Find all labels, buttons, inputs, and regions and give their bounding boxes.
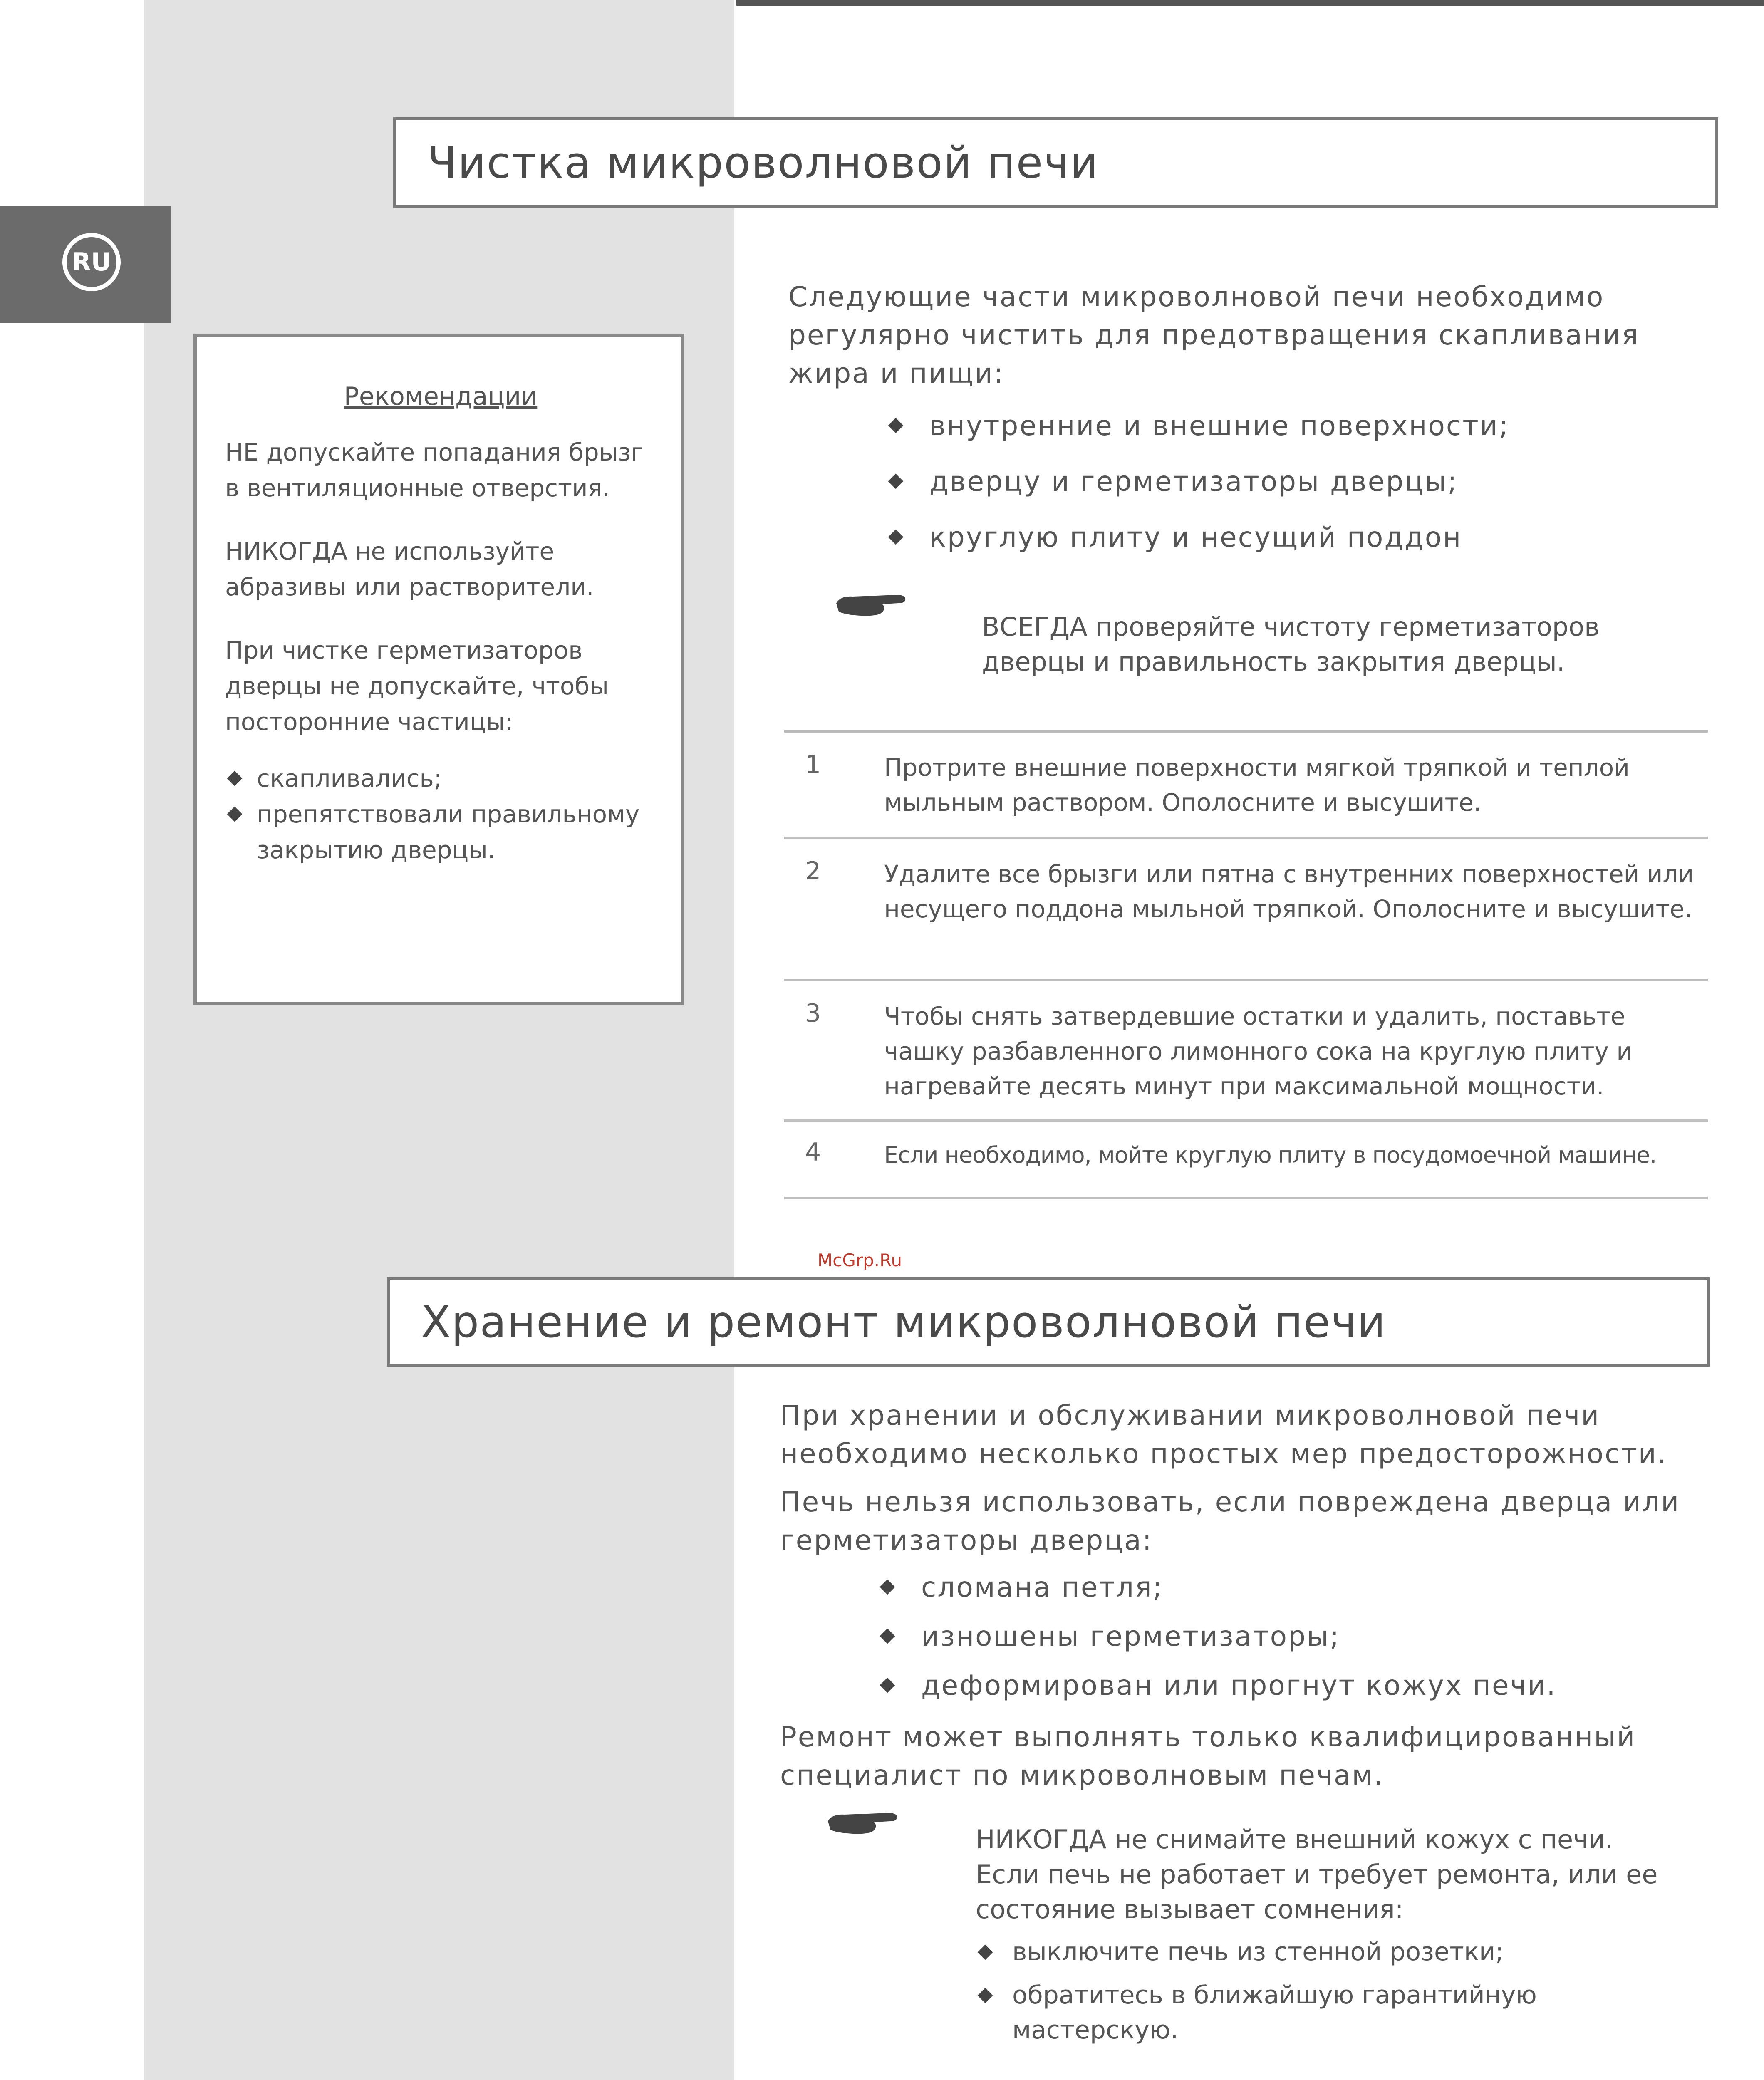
diamond-bullet-icon [888,530,904,545]
list-item: обратитесь в ближайшую гарантийную мастерскую. [980,1978,1687,2048]
diamond-bullet-icon [880,1580,895,1595]
step-text: Протрите внешние поверхности мягкой тряпкой и теплой мыльным раствором. Ополосните и высушите. [884,753,1630,817]
section-title-text: Чистка микроволновой печи [427,137,1099,188]
recommendations-box [193,334,684,1005]
storage-intro-2: Печь нельзя использовать, если повреждена дверца или герметизаторы дверца: [780,1486,1680,1556]
list-item: дверцу и герметизаторы дверцы; [890,463,1681,501]
watermark-text: McGrp.Ru [818,1250,902,1270]
list-item: внутренние и внешние поверхности; [890,407,1681,445]
recommendation-2: НИКОГДА не используйте абразивы или растворители. [225,537,594,601]
list-item: скапливались; [225,760,656,796]
step-number: 4 [805,1138,821,1167]
diamond-bullet-icon [880,1629,895,1644]
cleaning-note: ВСЕГДА проверяйте чистоту герметизаторов дверцы и правильность закрытия дверцы. [982,612,1600,677]
recommendation-1: НЕ допускайте попадания брызг в вентиляционные отверстия. [225,438,644,502]
step-number: 3 [805,999,821,1028]
damage-bullets [882,1568,1693,1722]
diamond-bullet-icon [978,1988,993,2003]
diamond-bullet-icon [978,1945,993,1960]
diamond-bullet-icon [888,418,904,433]
list-item: сломана петля; [882,1568,1693,1607]
repair-text: Ремонт может выполнять только квалифицированный специалист по микроволновым печам. [780,1721,1636,1791]
pointing-hand-icon [836,591,907,620]
diamond-bullet-icon [888,474,904,489]
step-text: Если необходимо, мойте круглую плиту в посудомоечной машине. [884,1142,1657,1168]
step-text: Удалите все брызги или пятна с внутренних поверхностей или несущего поддона мыльной тряпкой. Ополосните и высушите. [884,860,1694,923]
section-title-cleaning [393,117,1718,208]
repair-note-bullets [980,1934,1687,2056]
list-item: деформирован или прогнут кожух печи. [882,1666,1693,1705]
language-badge: RU [62,233,121,291]
step-row [784,981,1708,1119]
recommendation-bullets [225,760,656,868]
list-item: препятствовали правильному закрытию дверцы. [225,796,656,868]
top-rule [736,0,1764,6]
cleaning-bullets [890,407,1681,574]
list-item: изношены герметизаторы; [882,1617,1693,1656]
step-row [784,1122,1708,1197]
grey-margin-column [144,0,734,2080]
step-row [784,733,1708,837]
divider [784,1197,1708,1199]
step-number: 2 [805,857,821,886]
repair-note: НИКОГДА не снимайте внешний кожух с печи. Если печь не работает и требует ремонта, или ее состояние вызывает сомнения: [976,1824,1658,1924]
section-title-text: Хранение и ремонт микроволновой печи [421,1296,1387,1347]
step-number: 1 [805,750,821,779]
cleaning-steps [784,730,1708,1199]
list-item: круглую плиту и несущий поддон [890,518,1681,557]
diamond-bullet-icon [227,807,243,822]
step-row [784,839,1708,979]
list-item: выключите печь из стенной розетки; [980,1934,1687,1969]
diamond-bullet-icon [880,1678,895,1693]
pointing-hand-icon [828,1809,899,1838]
recommendation-3: При чистке герметизаторов дверцы не допускайте, чтобы посторонние частицы: [225,636,609,736]
recommendations-title: Рекомендации [344,382,538,411]
diamond-bullet-icon [227,771,243,786]
storage-intro-1: При хранении и обслуживании микроволновой печи необходимо несколько простых мер предосторожности. [780,1399,1667,1470]
step-text: Чтобы снять затвердевшие остатки и удалить, поставьте чашку разбавленного лимонного сока на круглую плиту и нагревайте десять минут при максимальной мощности. [884,1002,1633,1100]
section-title-storage [387,1277,1710,1367]
cleaning-intro: Следующие части микроволновой печи необходимо регулярно чистить для предотвращения скапливания жира и пищи: [788,281,1640,389]
